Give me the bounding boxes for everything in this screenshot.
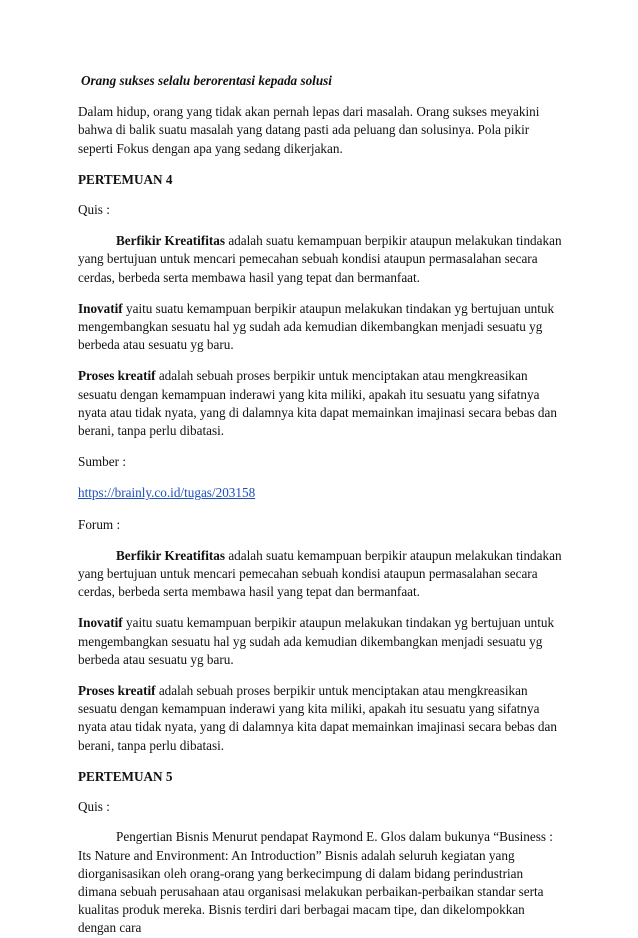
sumber-label: Sumber : bbox=[78, 454, 126, 470]
intro-paragraph: Dalam hidup, orang yang tidak akan pernah lepas dari masalah. Orang sukses meyakini bahwa di balik suatu masalah yang datang pasti ada peluang dan solusinya. Pola pikir seperti Fokus dengan apa yang sedang dikerjakan. bbox=[78, 104, 540, 156]
forum-definition-proses-kreatif bbox=[78, 682, 562, 755]
definition-text: adalah suatu kemampuan berpikir ataupun melakukan tindakan yang bertujuan untuk mencari pemecahan sebuah kondisi ataupun permasalahan secara cerdas, berbeda serta membawa hasil yang tepat dan bermanfaat. bbox=[78, 547, 562, 600]
term: Proses kreatif bbox=[78, 683, 156, 699]
definition-text: adalah sebuah proses berpikir untuk menciptakan atau mengkreasikan sesuatu dengan kemampuan inderawi yang kita miliki, apakah itu sesuatu yang sifatnya nyata atau tidak nyata, yang di dalamnya kita dapat memainkan imajinasi secara bebas dan berani, tanpa perlu dibatasi. bbox=[78, 368, 557, 439]
forum-definition-berfikir-kreatifitas bbox=[78, 547, 562, 602]
quis-label: Quis : bbox=[78, 202, 110, 218]
definition-proses-kreatif bbox=[78, 367, 562, 440]
definition-text: adalah suatu kemampuan berpikir ataupun melakukan tindakan yang bertujuan untuk mencari pemecahan sebuah kondisi ataupun permasalahan secara cerdas, berbeda serta membawa hasil yang tepat dan bermanfaat. bbox=[78, 233, 562, 285]
forum-label: Forum : bbox=[78, 516, 121, 532]
definition-inovatif bbox=[78, 300, 562, 355]
term: Berfikir Kreatifitas bbox=[116, 547, 226, 563]
definition-text: yaitu suatu kemampuan berpikir ataupun melakukan tindakan yg bertujuan untuk mengembangkan sesuatu hal yg sudah ada kemudian dikembangkan menjadi sesuatu yg berbeda atau sesuatu yg baru. bbox=[78, 300, 555, 353]
quis-label: Quis : bbox=[78, 799, 110, 815]
section-heading-pertemuan-5: PERTEMUAN 5 bbox=[78, 768, 173, 784]
definition-berfikir-kreatifitas bbox=[78, 232, 562, 287]
definition-text: adalah sebuah proses berpikir untuk menciptakan atau mengkreasikan sesuatu dengan kemampuan inderawi yang kita miliki, apakah itu sesuatu yang sifatnya nyata atau tidak nyata, yang di dalamnya kita dapat memainkan imajinasi secara bebas dan berani, tanpa perlu dibatasi. bbox=[78, 683, 557, 753]
source-link-paragraph bbox=[78, 484, 562, 502]
section-heading-pertemuan-4: PERTEMUAN 4 bbox=[78, 171, 173, 187]
document-page bbox=[78, 72, 562, 938]
intro-heading: Orang sukses selalu berorentasi kepada solusi bbox=[81, 73, 332, 88]
term: Inovatif bbox=[78, 615, 123, 631]
forum-definition-inovatif bbox=[78, 614, 562, 669]
term: Proses kreatif bbox=[78, 368, 156, 384]
term: Berfikir Kreatifitas bbox=[116, 233, 226, 249]
term: Inovatif bbox=[78, 300, 123, 316]
definition-text: yaitu suatu kemampuan berpikir ataupun melakukan tindakan yg bertujuan untuk mengembangkan sesuatu hal yg sudah ada kemudian dikembangkan menjadi sesuatu yg berbeda atau sesuatu yg baru. bbox=[78, 615, 555, 667]
pengertian-bisnis-paragraph: Pengertian Bisnis Menurut pendapat Raymond E. Glos dalam bukunya “Business : Its Nature and Environment: An Introduction” Bisnis adalah seluruh kegiatan yang diorganisasikan oleh orang-orang yang berkecimpung di dalam bidang perindustrian dimana sebuah perusahaan atau organisasi melakukan perbaikan-perbaikan standar serta kualitas produk mereka. Bisnis terdiri dari berbagai macam tipe, dan dikelompokkan dengan cara bbox=[78, 829, 553, 936]
source-link[interactable]: https://brainly.co.id/tugas/203158 bbox=[78, 485, 256, 501]
